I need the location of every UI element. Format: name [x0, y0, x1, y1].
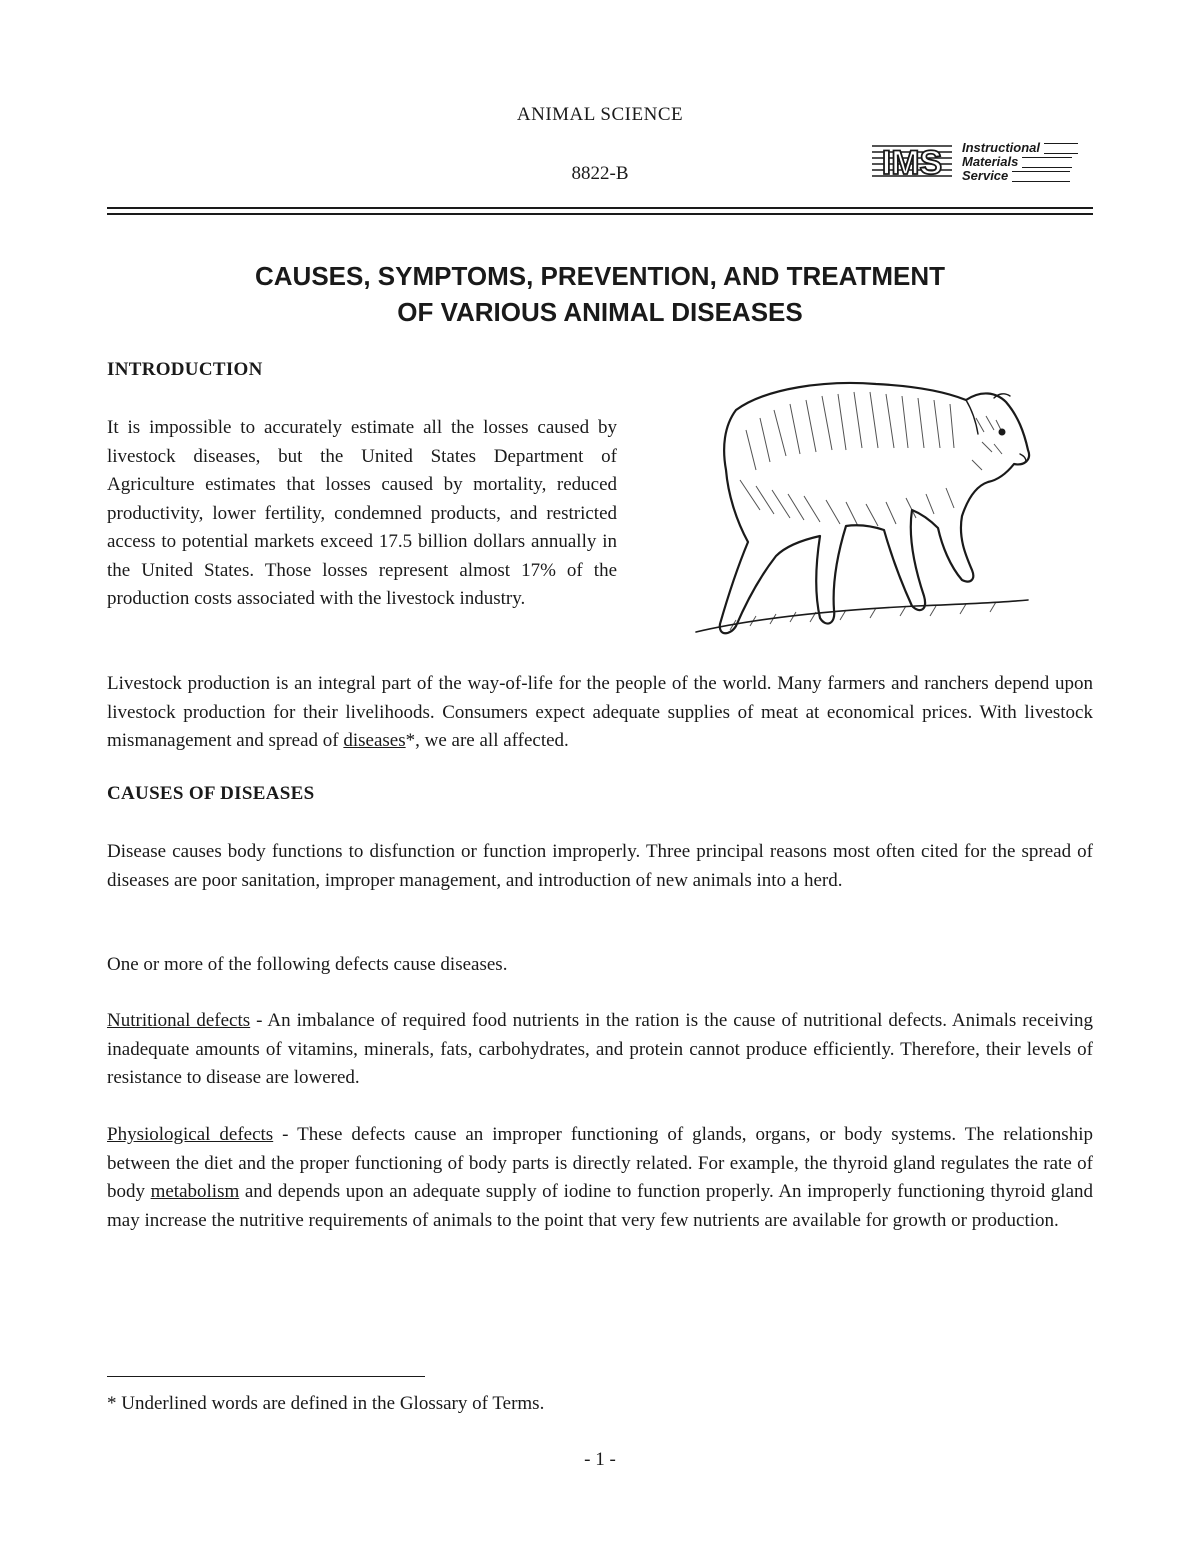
- physiological-defects-paragraph: Physiological defects - These defects cause an improper functioning of glands, organs, or body systems. The relationship between the diet and the proper functioning of body parts is directly related. For example, the thyroid gland regulates the rate of body metabolism and depends upon an adequate supply of iodine to function properly. An improperly functioning thyroid gland may increase the nutritive requirements of animals to the point that very few nutrients are available for growth or production.: [107, 1124, 1094, 1231]
- causes-heading: CAUSES OF DISEASES: [107, 783, 315, 804]
- glossary-term-metabolism: metabolism: [150, 1181, 240, 1202]
- header-rule-bottom: [107, 213, 1093, 215]
- causes-paragraph-2: One or more of the following defects cause diseases.: [107, 954, 508, 975]
- introduction-heading: INTRODUCTION: [107, 359, 263, 380]
- document-code: 8822-B: [571, 163, 629, 184]
- footnote-rule: [107, 1376, 425, 1377]
- ims-logo-mark: [872, 143, 952, 181]
- logo-line-2: Materials: [962, 154, 1019, 169]
- subject-header: ANIMAL SCIENCE: [516, 104, 684, 125]
- introduction-paragraph-1: It is impossible to accurately estimate all the losses caused by livestock diseases, but the United States Department of Agriculture estimates that losses caused by mortality, reduced productivity, lower fertility, condemned products, and restricted access to potential markets exceed 17.5 billion dollars annually in the United States. Those losses represent almost 17% of the production costs associated with the livestock industry.: [107, 417, 617, 609]
- calf-illustration: [676, 370, 1038, 652]
- glossary-term-nutritional-defects: Nutritional defects: [107, 1010, 251, 1031]
- logo-line-3: Service: [962, 168, 1009, 183]
- footnote: * Underlined words are defined in the Glossary of Terms.: [107, 1393, 545, 1414]
- glossary-term-diseases: diseases: [343, 730, 406, 751]
- header-rule-top: [107, 207, 1093, 209]
- title-line-1: CAUSES, SYMPTOMS, PREVENTION, AND TREATMENT: [254, 261, 945, 291]
- nutritional-defects-paragraph: Nutritional defects - An imbalance of required food nutrients in the ration is the cause of nutritional defects. Animals receiving inadequate amounts of vitamins, minerals, fats, carbohydrates, and protein cannot produce efficiently. Therefore, their levels of resistance to disease are lowered.: [107, 1010, 1093, 1088]
- svg-text:IMS: IMS: [881, 144, 943, 181]
- introduction-paragraph-2: Livestock production is an integral part of the way-of-life for the people of the world. Many farmers and ranchers depend upon livestock production for their livelihoods. Consumers expect adequate supplies of meat at economical prices. With livestock mismanagement and spread of diseases*, we are all affected.: [107, 673, 1093, 751]
- page-title: [0, 258, 1200, 330]
- logo-line-1: Instructional: [962, 140, 1041, 155]
- ims-logo: [872, 141, 1094, 185]
- causes-paragraph-1: Disease causes body functions to disfunction or function improperly. Three principal reasons most often cited for the spread of diseases are poor sanitation, improper management, and introduction of new animals into a herd.: [107, 841, 1093, 891]
- page-number: - 1 -: [584, 1449, 616, 1470]
- title-line-2: OF VARIOUS ANIMAL DISEASES: [397, 297, 803, 327]
- glossary-term-physiological-defects: Physiological defects: [107, 1124, 274, 1145]
